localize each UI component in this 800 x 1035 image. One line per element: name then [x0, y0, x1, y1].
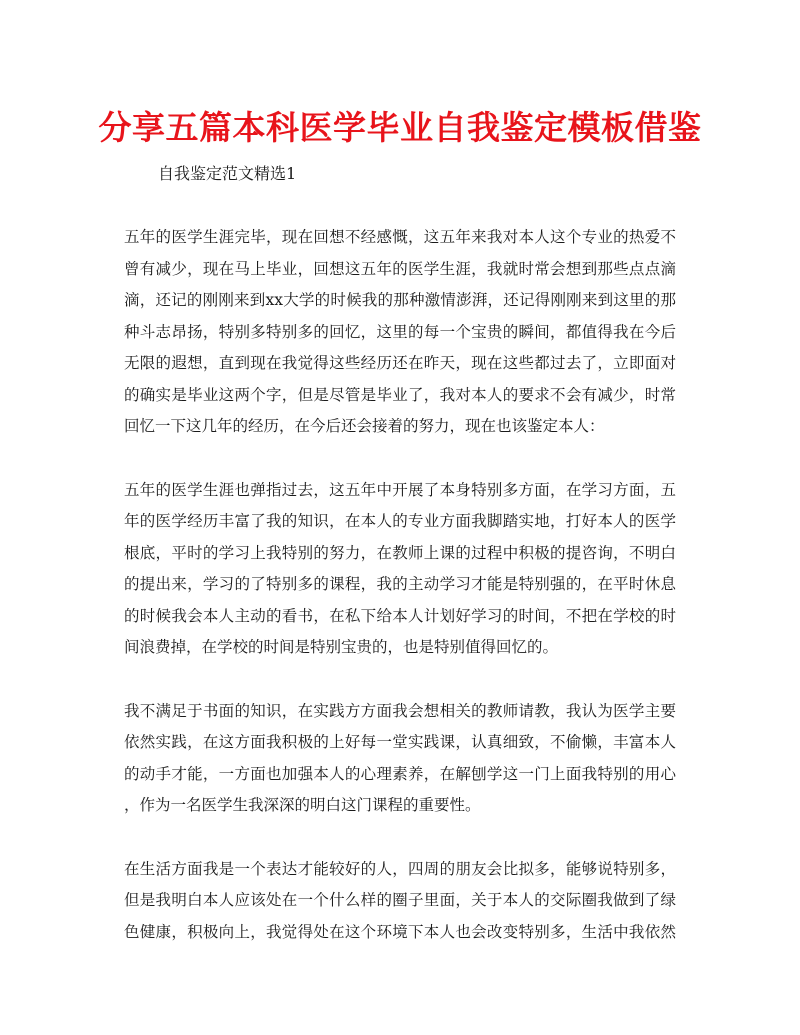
paragraph-line: 的提出来，学习的了特别多的课程，我的主动学习才能是特别强的，在平时休息 [124, 575, 676, 593]
paragraph-line: 五年的医学生涯完毕，现在回想不经感慨，这五年来我对本人这个专业的热爱不 [124, 228, 676, 246]
paragraph-line: 的动手才能，一方面也加强本人的心理素养，在解刨学这一门上面我特别的用心 [124, 764, 676, 783]
document-title: 分享五篇本科医学毕业自我鉴定模板借鉴 [98, 108, 702, 147]
paragraph-line: 间浪费掉，在学校的时间是特别宝贵的，也是特别值得回忆的。 [124, 638, 559, 656]
paragraph-line: 的时候我会本人主动的看书，在私下给本人计划好学习的时间，不把在学校的时 [124, 606, 676, 625]
paragraph-line: 色健康，积极向上，我觉得处在这个环境下本人也会改变特别多，生活中我依然 [124, 922, 676, 941]
paragraph-line: 我不满足于书面的知识，在实践方方面我会想相关的教师请教，我认为医学主要 [124, 701, 676, 720]
paragraph-line: 曾有减少，现在马上毕业，回想这五年的医学生涯，我就时常会想到那些点点滴 [124, 259, 676, 278]
paragraph-line: 但是我明白本人应该处在一个什么样的圈子里面，关于本人的交际圈我做到了绿 [124, 891, 676, 909]
paragraph-1 [124, 222, 676, 443]
document-body [124, 222, 676, 980]
paragraph-4 [124, 854, 676, 949]
paragraph-line: 依然实践，在这方面我积极的上好每一堂实践课，认真细致，不偷懒，丰富本人 [124, 733, 676, 751]
paragraph-line: 回忆一下这几年的经历，在今后还会接着的努力，现在也该鉴定本人： [124, 417, 605, 435]
paragraph-line: 根底，平时的学习上我特别的努力，在教师上课的过程中积极的提咨询，不明白 [124, 543, 676, 562]
paragraph-3 [124, 696, 676, 822]
paragraph-line: 在生活方面我是一个表达才能较好的人，四周的朋友会比拟多，能够说特别多， [124, 859, 676, 878]
paragraph-line: 五年的医学生涯也弹指过去，这五年中开展了本身特别多方面，在学习方面，五 [124, 480, 676, 499]
document-subtitle: 自我鉴定范文精选1 [158, 164, 297, 183]
paragraph-line: 滴，还记的刚刚来到xx大学的时候我的那种激情澎湃，还记得刚刚来到这里的那 [124, 291, 676, 309]
paragraph-line: 年的医学经历丰富了我的知识，在本人的专业方面我脚踏实地，打好本人的医学 [124, 512, 676, 530]
paragraph-line: 的确实是毕业这两个字，但是尽管是毕业了，我对本人的要求不会有减少，时常 [124, 385, 676, 404]
paragraph-line: ，作为一名医学生我深深的明白这门课程的重要性。 [124, 796, 481, 814]
paragraph-line: 无限的遐想，直到现在我觉得这些经历还在昨天，现在这些都过去了，立即面对 [124, 354, 676, 372]
paragraph-line: 种斗志昂扬，特别多特别多的回忆，这里的每一个宝贵的瞬间，都值得我在今后 [124, 322, 676, 341]
paragraph-2 [124, 475, 676, 664]
